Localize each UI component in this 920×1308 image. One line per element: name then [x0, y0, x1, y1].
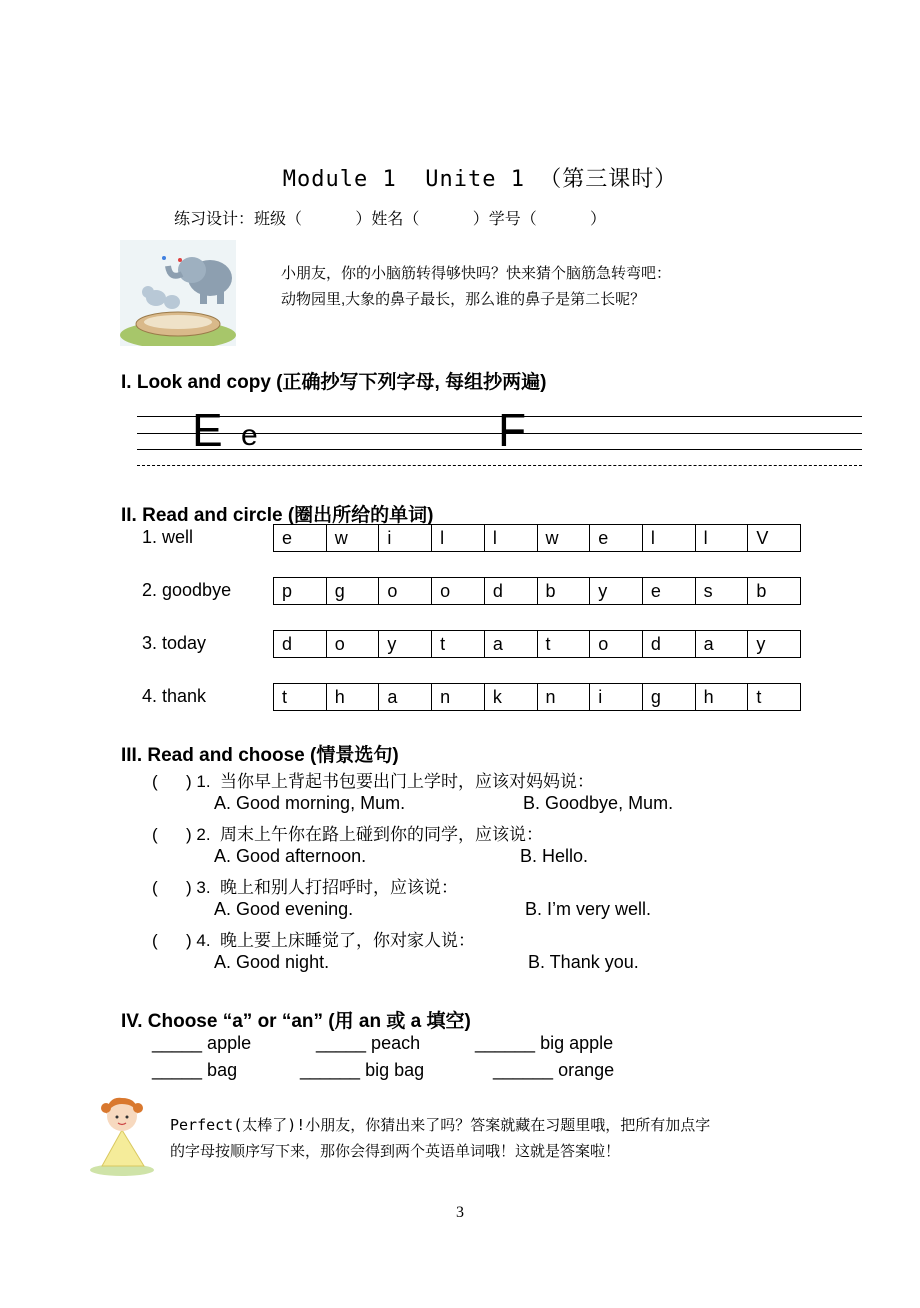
- section-4-heading: IV. Choose “a” or “an” (用 an 或 a 填空): [121, 1011, 471, 1032]
- grid-cell[interactable]: w: [538, 525, 591, 551]
- grid-cell[interactable]: b: [538, 578, 591, 604]
- grid-cell[interactable]: a: [696, 631, 749, 657]
- elephant-illustration: [120, 240, 236, 346]
- grid-cell[interactable]: i: [379, 525, 432, 551]
- letter-e-upper: E: [192, 404, 223, 456]
- fill-blank-apple[interactable]: _____ apple: [152, 1033, 252, 1053]
- grid-cell[interactable]: l: [696, 525, 749, 551]
- grid-cell[interactable]: o: [590, 631, 643, 657]
- grid-cell[interactable]: b: [756, 581, 767, 601]
- intro-line-2: 动物园里,大象的鼻子最长，那么谁的鼻子是第二长呢？: [281, 291, 646, 308]
- grid-cell[interactable]: i: [590, 684, 643, 710]
- girl-illustration: [88, 1088, 156, 1176]
- grid-cell[interactable]: a: [485, 631, 538, 657]
- word-label-4: 4. thank: [142, 686, 207, 706]
- intro-line-1: 小朋友，你的小脑筋转得够快吗？快来猜个脑筋急转弯吧：: [281, 265, 672, 282]
- fill-blank-big-bag[interactable]: ______ big bag: [300, 1060, 425, 1080]
- option-3a[interactable]: A. Good evening.: [214, 899, 354, 919]
- grid-cell[interactable]: t: [274, 684, 327, 710]
- grid-cell[interactable]: w: [327, 525, 380, 551]
- grid-cell[interactable]: d: [274, 631, 327, 657]
- grid-cell[interactable]: t: [538, 631, 591, 657]
- grid-cell[interactable]: o: [432, 578, 485, 604]
- option-2a[interactable]: A. Good afternoon.: [214, 846, 367, 866]
- option-4b[interactable]: B. Thank you.: [528, 952, 639, 972]
- letter-e-lower: e: [241, 419, 258, 452]
- grid-cell[interactable]: n: [538, 684, 591, 710]
- word-label-1: 1. well: [142, 527, 194, 547]
- grid-cell[interactable]: d: [643, 631, 696, 657]
- grid-cell[interactable]: l: [432, 525, 485, 551]
- grid-cell[interactable]: l: [485, 525, 538, 551]
- question-2: ( ) 2. 周末上午你在路上碰到你的同学，应该说：: [152, 825, 544, 844]
- option-3b[interactable]: B. I’m very well.: [525, 899, 652, 919]
- letter-grid-3: [273, 630, 801, 658]
- word-label-3: 3. today: [142, 633, 207, 653]
- grid-cell[interactable]: y: [756, 634, 766, 654]
- grid-cell[interactable]: e: [643, 578, 696, 604]
- fill-blank-big-apple[interactable]: ______ big apple: [475, 1033, 614, 1053]
- grid-cell[interactable]: e: [274, 525, 327, 551]
- option-1a[interactable]: A. Good morning, Mum.: [214, 793, 406, 813]
- grid-cell[interactable]: V: [756, 528, 769, 548]
- fill-blank-orange[interactable]: ______ orange: [493, 1060, 615, 1080]
- letter-grid-1: [273, 524, 801, 552]
- grid-cell[interactable]: k: [485, 684, 538, 710]
- outro-line-2: 的字母按顺序写下来，那你会得到两个英语单词哦！这就是答案啦！: [170, 1142, 621, 1160]
- question-1: ( ) 1. 当你早上背起书包要出门上学时，应该对妈妈说：: [152, 772, 595, 791]
- grid-cell[interactable]: t: [432, 631, 485, 657]
- section-2-heading: II. Read and circle (圈出所给的单词): [121, 505, 434, 526]
- grid-cell[interactable]: h: [327, 684, 380, 710]
- page-number: 3: [456, 1204, 464, 1221]
- grid-cell[interactable]: h: [696, 684, 749, 710]
- fill-blank-peach[interactable]: _____ peach: [316, 1033, 421, 1053]
- option-1b[interactable]: B. Goodbye, Mum.: [523, 793, 674, 813]
- grid-cell[interactable]: o: [327, 631, 380, 657]
- fill-blank-bag[interactable]: _____ bag: [152, 1060, 238, 1080]
- word-label-2: 2. goodbye: [142, 580, 232, 600]
- grid-cell[interactable]: g: [643, 684, 696, 710]
- letter-grid-2: [273, 577, 801, 605]
- option-4a[interactable]: A. Good night.: [214, 952, 330, 972]
- student-info-line: 练习设计：班级（ ）姓名（ ）学号（ ）: [174, 211, 607, 228]
- question-4: ( ) 4. 晚上要上床睡觉了，你对家人说：: [152, 931, 476, 950]
- question-3: ( ) 3. 晚上和别人打招呼时，应该说：: [152, 878, 459, 897]
- outro-line-1: Perfect(太棒了)!小朋友，你猜出来了吗？答案就藏在习题里哦，把所有加点字: [170, 1116, 711, 1134]
- grid-cell[interactable]: g: [327, 578, 380, 604]
- grid-cell[interactable]: d: [485, 578, 538, 604]
- grid-cell[interactable]: e: [590, 525, 643, 551]
- grid-cell[interactable]: t: [756, 687, 762, 707]
- grid-cell[interactable]: l: [643, 525, 696, 551]
- section-1-heading: I. Look and copy (正确抄写下列字母, 每组抄两遍): [121, 372, 547, 393]
- grid-cell[interactable]: s: [696, 578, 749, 604]
- grid-cell[interactable]: y: [379, 631, 432, 657]
- option-2b[interactable]: B. Hello.: [520, 846, 589, 866]
- page-title: Module 1 Unite 1 （第三课时）: [282, 167, 678, 192]
- grid-cell[interactable]: p: [274, 578, 327, 604]
- grid-cell[interactable]: o: [379, 578, 432, 604]
- section-3-heading: III. Read and choose (情景选句): [121, 745, 399, 766]
- letter-f-upper: F: [498, 404, 527, 456]
- grid-cell[interactable]: y: [590, 578, 643, 604]
- grid-cell[interactable]: n: [432, 684, 485, 710]
- grid-cell[interactable]: a: [379, 684, 432, 710]
- letter-grid-4: [273, 683, 801, 711]
